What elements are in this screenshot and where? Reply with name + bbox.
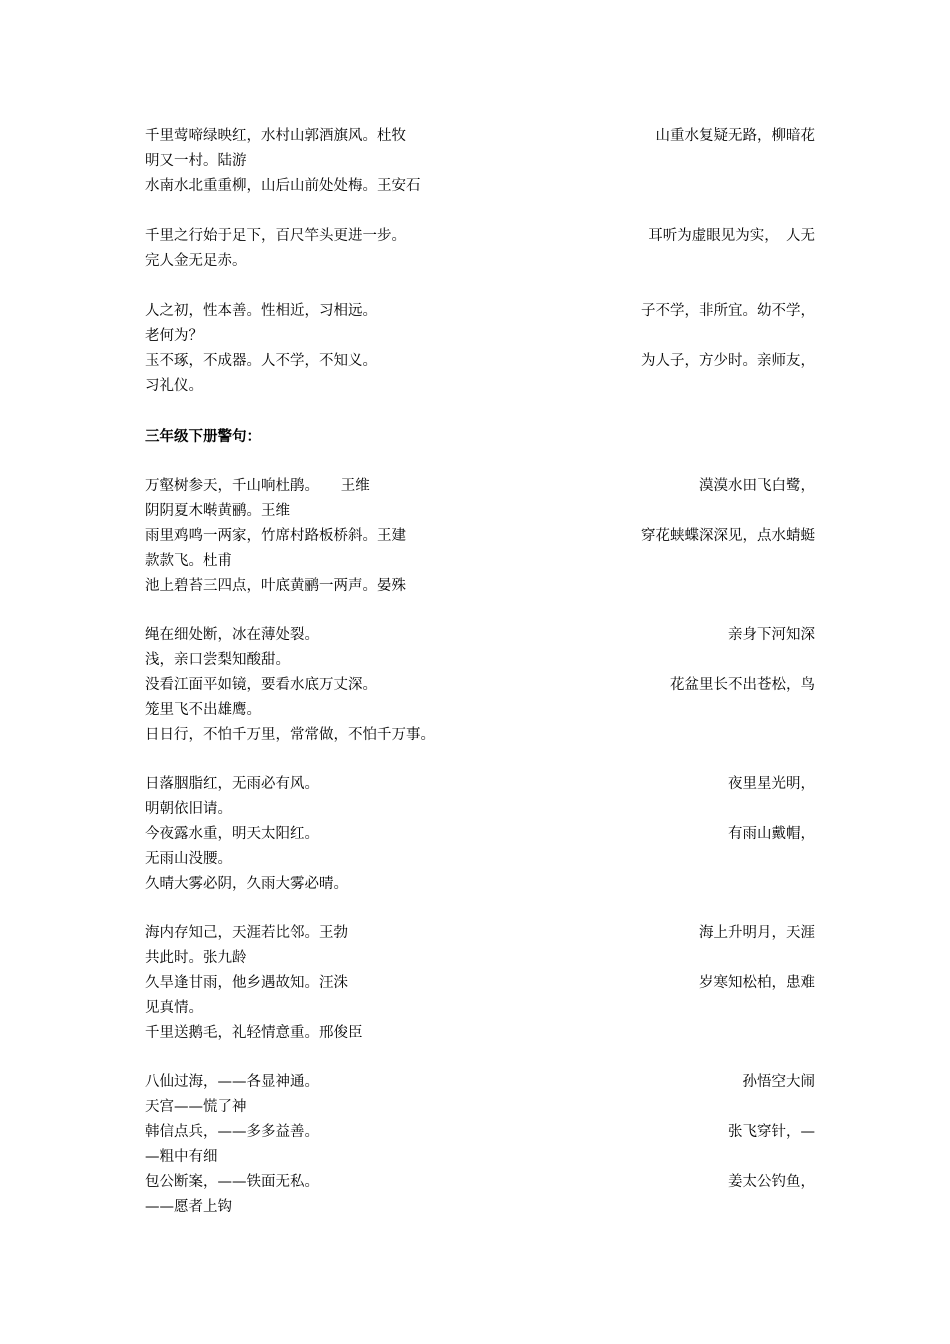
text-line [145,623,815,648]
text-line [145,996,815,1021]
line-left-text: 绳在细处断，冰在薄处裂。 [145,627,319,643]
line-left-text: ——愿者上钩 [145,1199,232,1215]
text-line [145,149,815,174]
line-left-text: 老何为？ [145,328,203,344]
text-line [145,1021,815,1046]
line-left-text: 见真情。 [145,1000,203,1016]
line-left-text: 万壑树参天，千山响杜鹃。 王维 [145,478,370,494]
line-left-text: 习礼仪。 [145,378,203,394]
line-left-text: 完人金无足赤。 [145,253,247,269]
text-line [145,224,815,249]
line-right-text: 夜里星光明， [728,776,815,792]
text-line [145,1170,815,1195]
text-line [145,1145,815,1170]
text-line [145,574,815,599]
text-line [145,946,815,971]
text-line [145,374,815,399]
line-left-text: 千里莺啼绿映红，水村山郭酒旗风。杜牧 [145,128,406,144]
line-left-text: 韩信点兵，——多多益善。 [145,1124,319,1140]
line-right-text: 子不学，非所宜。幼不学， [641,303,815,319]
text-line [145,872,815,897]
line-left-text: 今夜露水重，明天太阳红。 [145,826,319,842]
text-line [145,797,815,822]
text-line [145,1070,815,1095]
line-left-text: 千里之行始于足下，百尺竿头更进一步。 [145,228,406,244]
text-line [145,549,815,574]
text-line [145,349,815,374]
line-right-text: 海上升明月，天涯 [699,925,815,941]
line-right-text: 孙悟空大闹 [742,1074,815,1090]
text-line [145,723,815,748]
text-line [145,124,815,149]
line-left-text: 阴阴夏木啭黄鹂。王维 [145,503,290,519]
text-line [145,524,815,549]
text-line [145,1120,815,1145]
line-left-text: 玉不琢，不成器。人不学，不知义。 [145,353,377,369]
text-line [145,1195,815,1220]
line-left-text: 三年级下册警句： [145,428,261,445]
line-right-text: 张飞穿针，— [728,1124,815,1140]
text-line [145,921,815,946]
line-left-text: 笼里飞不出雄鹰。 [145,702,261,718]
line-left-text: 久晴大雾必阴，久雨大雾必晴。 [145,876,348,892]
line-right-text: 姜太公钓鱼， [728,1174,815,1190]
line-right-text: 为人子，方少时。亲师友， [641,353,815,369]
text-line [145,474,815,499]
line-right-text: 岁寒知松柏，患难 [699,975,815,991]
line-left-text: 款款飞。杜甫 [145,553,232,569]
line-left-text: 明朝依旧请。 [145,801,232,817]
line-right-text: 花盆里长不出苍松，鸟 [670,677,815,693]
text-line [145,499,815,524]
text-line [145,847,815,872]
line-right-text: 漠漠水田飞白鹭， [699,478,815,494]
line-left-text: 明又一村。陆游 [145,153,247,169]
line-left-text: 人之初，性本善。性相近，习相远。 [145,303,377,319]
text-line [145,324,815,349]
text-line [145,673,815,698]
line-left-text: 无雨山没腰。 [145,851,232,867]
line-left-text: 没看江面平如镜，要看水底万丈深。 [145,677,377,693]
line-left-text: 池上碧苔三四点，叶底黄鹂一两声。晏殊 [145,578,406,594]
line-left-text: 日日行，不怕千万里，常常做，不怕千万事。 [145,727,435,743]
text-line [145,299,815,324]
text-line [145,822,815,847]
section-heading [145,424,815,449]
line-right-text: 耳听为虚眼见为实， 人无 [648,228,815,244]
line-right-text: 山重水复疑无路，柳暗花 [655,128,815,144]
line-left-text: 千里送鹅毛，礼轻情意重。邢俊臣 [145,1025,363,1041]
line-left-text: 八仙过海，——各显神通。 [145,1074,319,1090]
line-right-text: 有雨山戴帽， [728,826,815,842]
line-left-text: 包公断案，——铁面无私。 [145,1174,319,1190]
text-line [145,648,815,673]
text-line [145,174,815,199]
line-left-text: 浅，亲口尝梨知酸甜。 [145,652,290,668]
line-left-text: 雨里鸡鸣一两家，竹席村路板桥斜。王建 [145,528,406,544]
text-line [145,249,815,274]
line-left-text: 海内存知己，天涯若比邻。王勃 [145,925,348,941]
line-left-text: 日落胭脂红，无雨必有风。 [145,776,319,792]
line-left-text: 水南水北重重柳，山后山前处处梅。王安石 [145,178,421,194]
line-left-text: 天宫——慌了神 [145,1099,247,1115]
line-right-text: 亲身下河知深 [728,627,815,643]
line-right-text: 穿花蛱蝶深深见，点水蜻蜓 [641,528,815,544]
text-line [145,698,815,723]
line-left-text: 共此时。张九龄 [145,950,247,966]
text-line [145,1095,815,1120]
text-line [145,971,815,996]
text-line [145,772,815,797]
line-left-text: 久旱逢甘雨，他乡遇故知。汪洙 [145,975,348,991]
line-left-text: —粗中有细 [145,1149,218,1165]
